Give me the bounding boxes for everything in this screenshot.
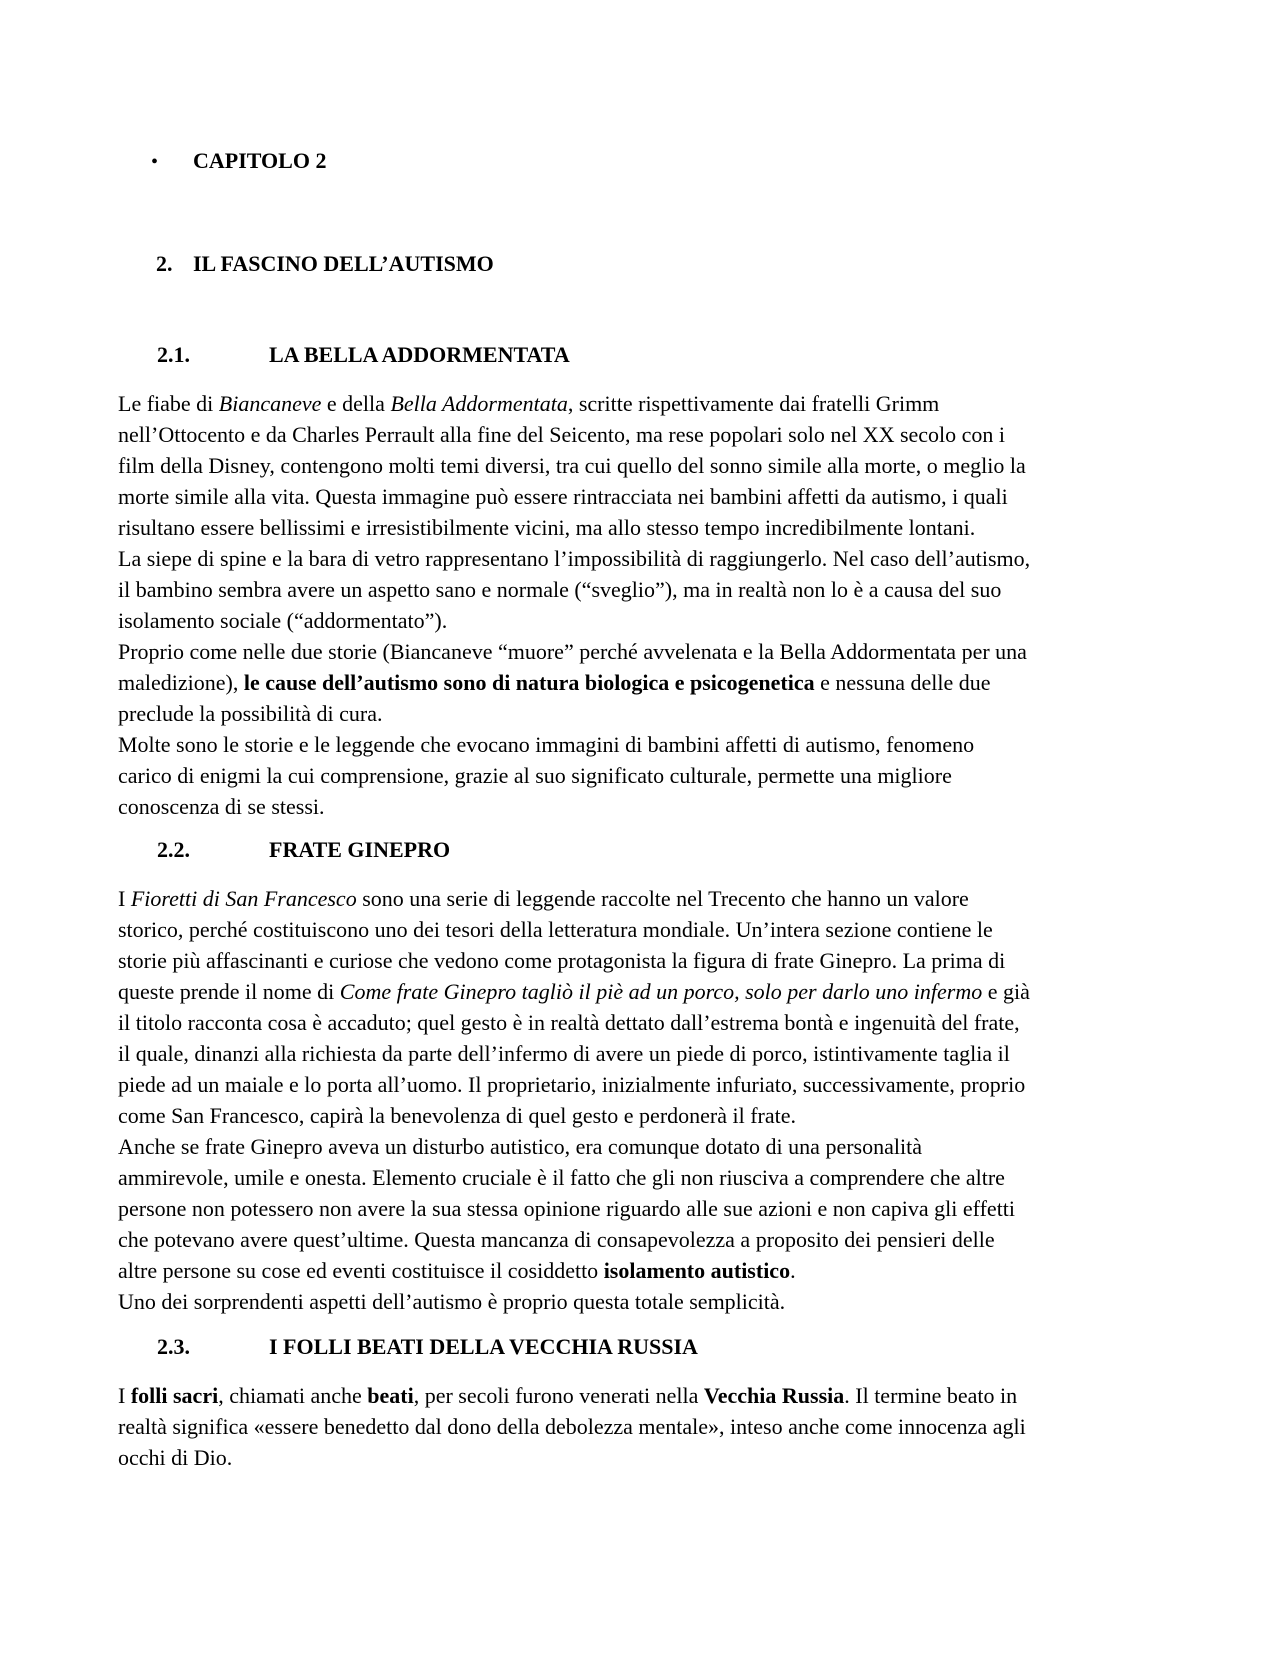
subsection-heading-2-1 — [157, 340, 570, 370]
text-line: Molte sono le storie e le leggende che evocano immagini di bambini affetti di autismo, fenomeno — [118, 732, 975, 757]
text-line: nell’Ottocento e da Charles Perrault alla fine del Seicento, ma rese popolari solo nel XX secolo con i — [118, 422, 1006, 447]
text-line: storico, perché costituiscono uno dei tesori della letteratura mondiale. Un’intera sezione contiene le — [118, 917, 993, 942]
text-line: realtà significa «essere benedetto dal dono della debolezza mentale», inteso anche come innocenza agli — [118, 1414, 1026, 1439]
text-line: Le fiabe di Biancaneve e della Bella Addormentata, scritte rispettivamente dai fratelli Grimm — [118, 391, 940, 416]
text-line: Anche se frate Ginepro aveva un disturbo autistico, era comunque dotato di una personalità — [118, 1134, 922, 1159]
subsection-title: I FOLLI BEATI DELLA VECCHIA RUSSIA — [269, 1334, 698, 1359]
text-line: il titolo racconta cosa è accaduto; quel gesto è in realtà dettato dall’estrema bontà e ingenuità del frate, — [118, 1010, 1020, 1035]
text-line: persone non potessero non avere la sua stessa opinione riguardo alle sue azioni e non capiva gli effetti — [118, 1196, 1016, 1221]
subsection-body-2-1 — [118, 388, 1180, 822]
text-line: storie più affascinanti e curiose che vedono come protagonista la figura di frate Ginepro. La prima di — [118, 948, 1006, 973]
text-line: film della Disney, contengono molti temi diversi, tra cui quello del sonno simile alla morte, o meglio la — [118, 453, 1026, 478]
text-line: come San Francesco, capirà la benevolenza di quel gesto e perdonerà il frate. — [118, 1103, 797, 1128]
text-line: morte simile alla vita. Questa immagine può essere rintracciata nei bambini affetti da autismo, i quali — [118, 484, 1008, 509]
text-line: altre persone su cose ed eventi costituisce il cosiddetto isolamento autistico. — [118, 1258, 796, 1283]
text-line: queste prende il nome di Come frate Ginepro tagliò il piè ad un porco, solo per darlo uno infermo e già — [118, 979, 1030, 1004]
text-line: carico di enigmi la cui comprensione, grazie al suo significato culturale, permette una migliore — [118, 763, 952, 788]
chapter-title: CAPITOLO 2 — [193, 148, 327, 173]
text-line: Proprio come nelle due storie (Biancaneve “muore” perché avvelenata e la Bella Addormentata per una — [118, 639, 1027, 664]
subsection-number: 2.1. — [157, 342, 190, 367]
text-line: La siepe di spine e la bara di vetro rappresentano l’impossibilità di raggiungerlo. Nel caso dell’autismo, — [118, 546, 1031, 571]
text-line: il bambino sembra avere un aspetto sano e normale (“sveglio”), ma in realtà non lo è a causa del suo — [118, 577, 1002, 602]
text-line: maledizione), le cause dell’autismo sono di natura biologica e psicogenetica e nessuna delle due — [118, 670, 991, 695]
subsection-body-2-3 — [118, 1380, 1180, 1473]
text-line: occhi di Dio. — [118, 1445, 233, 1470]
bullet-icon: • — [151, 151, 159, 173]
section-title: IL FASCINO DELL’AUTISMO — [193, 251, 494, 276]
text-line: preclude la possibilità di cura. — [118, 701, 383, 726]
text-line: Uno dei sorprendenti aspetti dell’autismo è proprio questa totale semplicità. — [118, 1289, 786, 1314]
subsection-number: 2.2. — [157, 837, 190, 862]
subsection-number: 2.3. — [157, 1334, 190, 1359]
text-line: il quale, dinanzi alla richiesta da parte dell’infermo di avere un piede di porco, istintivamente taglia il — [118, 1041, 1010, 1066]
subsection-title: FRATE GINEPRO — [269, 837, 451, 862]
subsection-body-2-2 — [118, 883, 1180, 1317]
text-line: isolamento sociale (“addormentato”). — [118, 608, 448, 633]
text-line: che potevano avere quest’ultime. Questa mancanza di consapevolezza a proposito dei pensieri delle — [118, 1227, 995, 1252]
subsection-heading-2-2 — [157, 835, 450, 865]
text-line: piede ad un maiale e lo porta all’uomo. Il proprietario, inizialmente infuriato, successivamente, proprio — [118, 1072, 1026, 1097]
section-heading — [156, 249, 494, 279]
text-line: I Fioretti di San Francesco sono una serie di leggende raccolte nel Trecento che hanno un valore — [118, 886, 969, 911]
chapter-heading — [151, 146, 326, 177]
section-number: 2. — [156, 251, 173, 276]
text-line: I folli sacri, chiamati anche beati, per secoli furono venerati nella Vecchia Russia. Il termine beato in — [118, 1383, 1018, 1408]
text-line: ammirevole, umile e onesta. Elemento cruciale è il fatto che gli non riusciva a comprendere che altre — [118, 1165, 1005, 1190]
text-line: conoscenza di se stessi. — [118, 794, 325, 819]
subsection-title: LA BELLA ADDORMENTATA — [269, 342, 570, 367]
subsection-heading-2-3 — [157, 1332, 698, 1362]
text-line: risultano essere bellissimi e irresistibilmente vicini, ma allo stesso tempo incredibilmente lontani. — [118, 515, 976, 540]
